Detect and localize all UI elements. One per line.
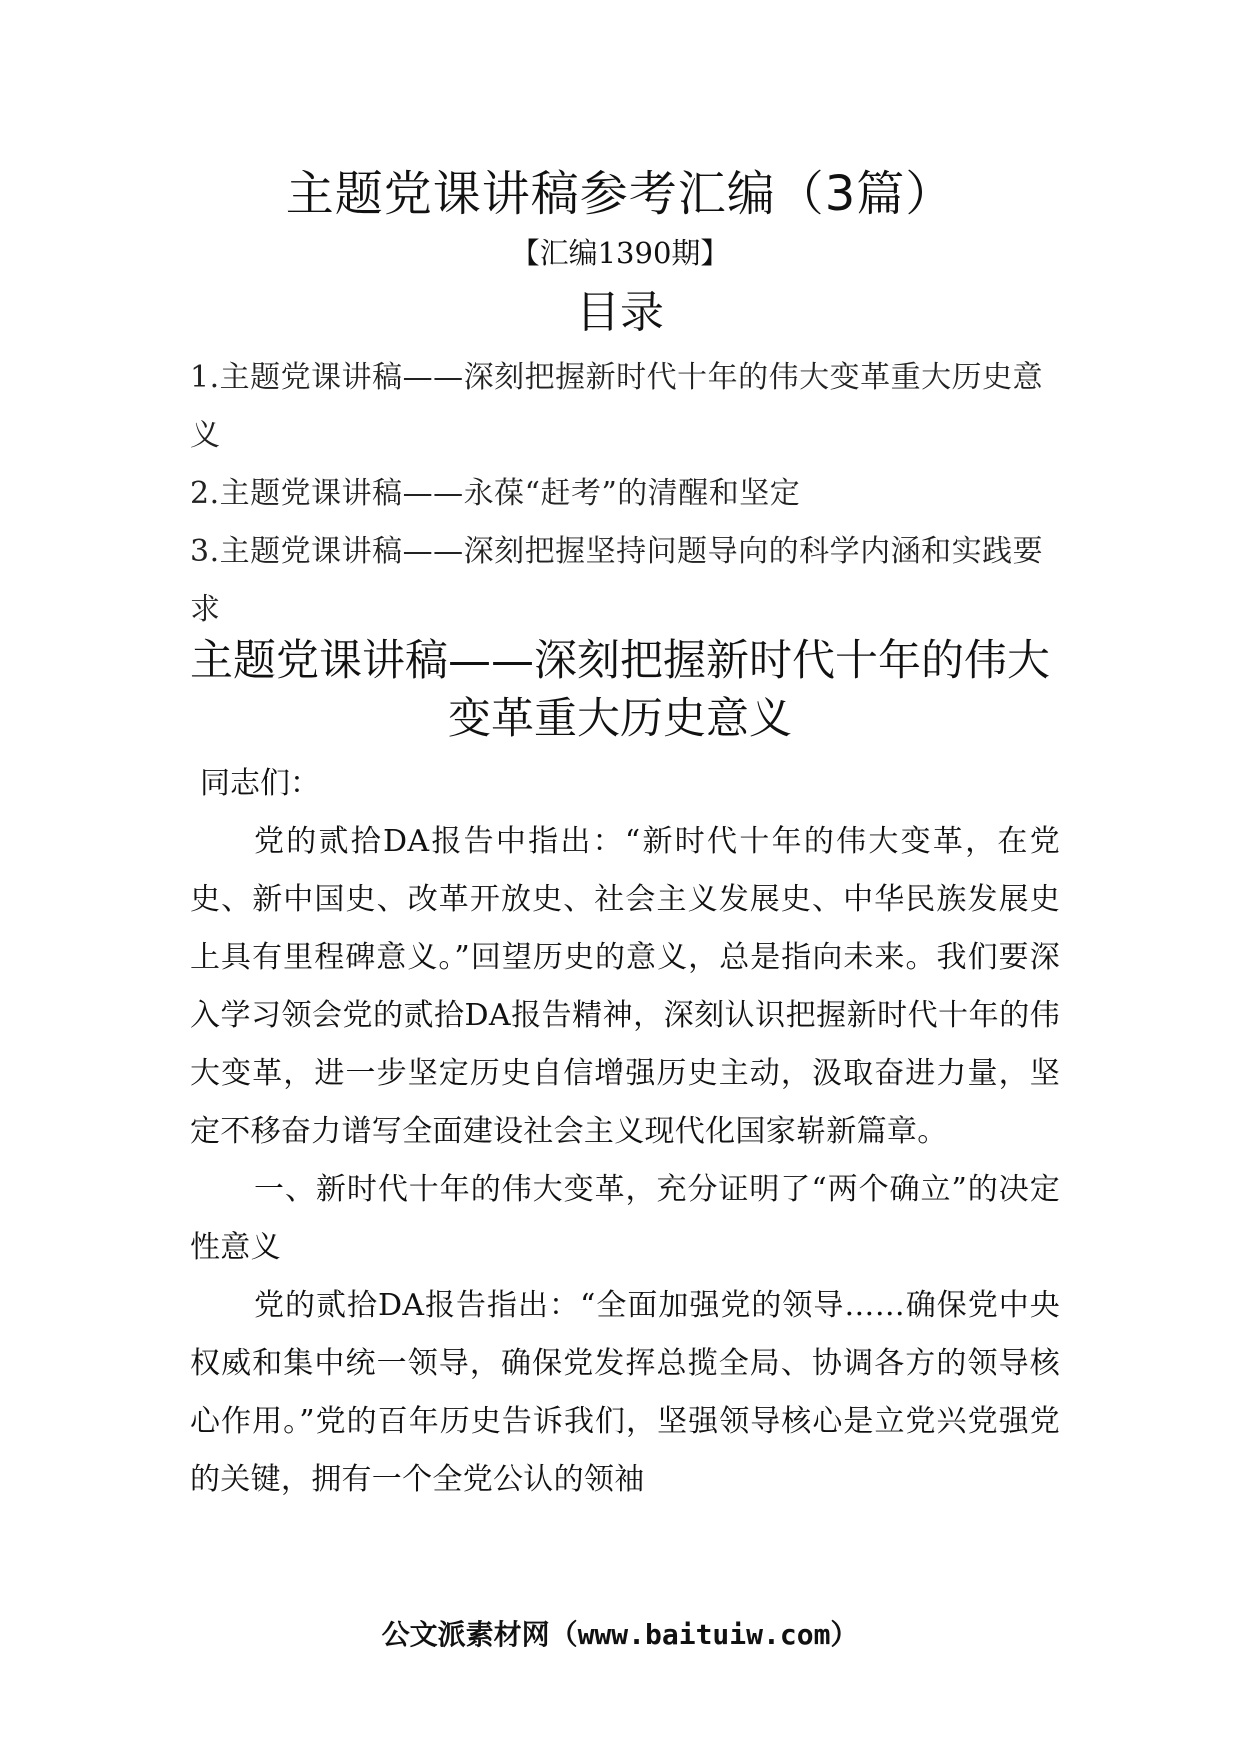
document-title: 主题党课讲稿参考汇编（3篇） — [285, 166, 955, 222]
issue-number: 【汇编1390期】 — [510, 236, 730, 270]
body-paragraph: 党的贰拾DA报告中指出：“新时代十年的伟大变革，在党史、新中国史、改革开放史、社会主义发展史、中华民族发展史上具有里程碑意义。”回望历史的意义，总是指向未来。我们要深入学习领会党的贰拾DA报告精神，深刻认识把握新时代十年的伟大变革，进一步坚定历史自信增强历史主动，汲取奋进力量，坚定不移奋力谱写全面建设社会主义现代化国家崭新篇章。 — [190, 824, 1060, 1149]
body-paragraph: 党的贰拾DA报告指出：“全面加强党的领导……确保党中央权威和集中统一领导，确保党发挥总揽全局、协调各方的领导核心作用。”党的百年历史告诉我们，坚强领导核心是立党兴党强党的关键，拥有一个全党公认的领袖 — [190, 1288, 1060, 1497]
toc-item: 2.主题党课讲稿——永葆“赶考”的清醒和坚定 — [190, 476, 801, 511]
toc-item: 3.主题党课讲稿——深刻把握坚持问题导向的科学内涵和实践要求 — [190, 534, 1044, 627]
table-of-contents — [190, 349, 1060, 639]
salutation: 同志们： — [200, 766, 320, 801]
section-title: 主题党课讲稿——深刻把握新时代十年的伟大变革重大历史意义 — [190, 636, 1050, 744]
toc-item: 1.主题党课讲稿——深刻把握新时代十年的伟大变革重大历史意义 — [190, 360, 1044, 453]
document-body — [190, 755, 1060, 1509]
section-heading: 一、新时代十年的伟大变革，充分证明了“两个确立”的决定性意义 — [190, 1172, 1060, 1265]
page-footer: 公文派素材网（www.baituiw.com） — [381, 1618, 859, 1651]
toc-heading: 目录 — [576, 287, 664, 338]
